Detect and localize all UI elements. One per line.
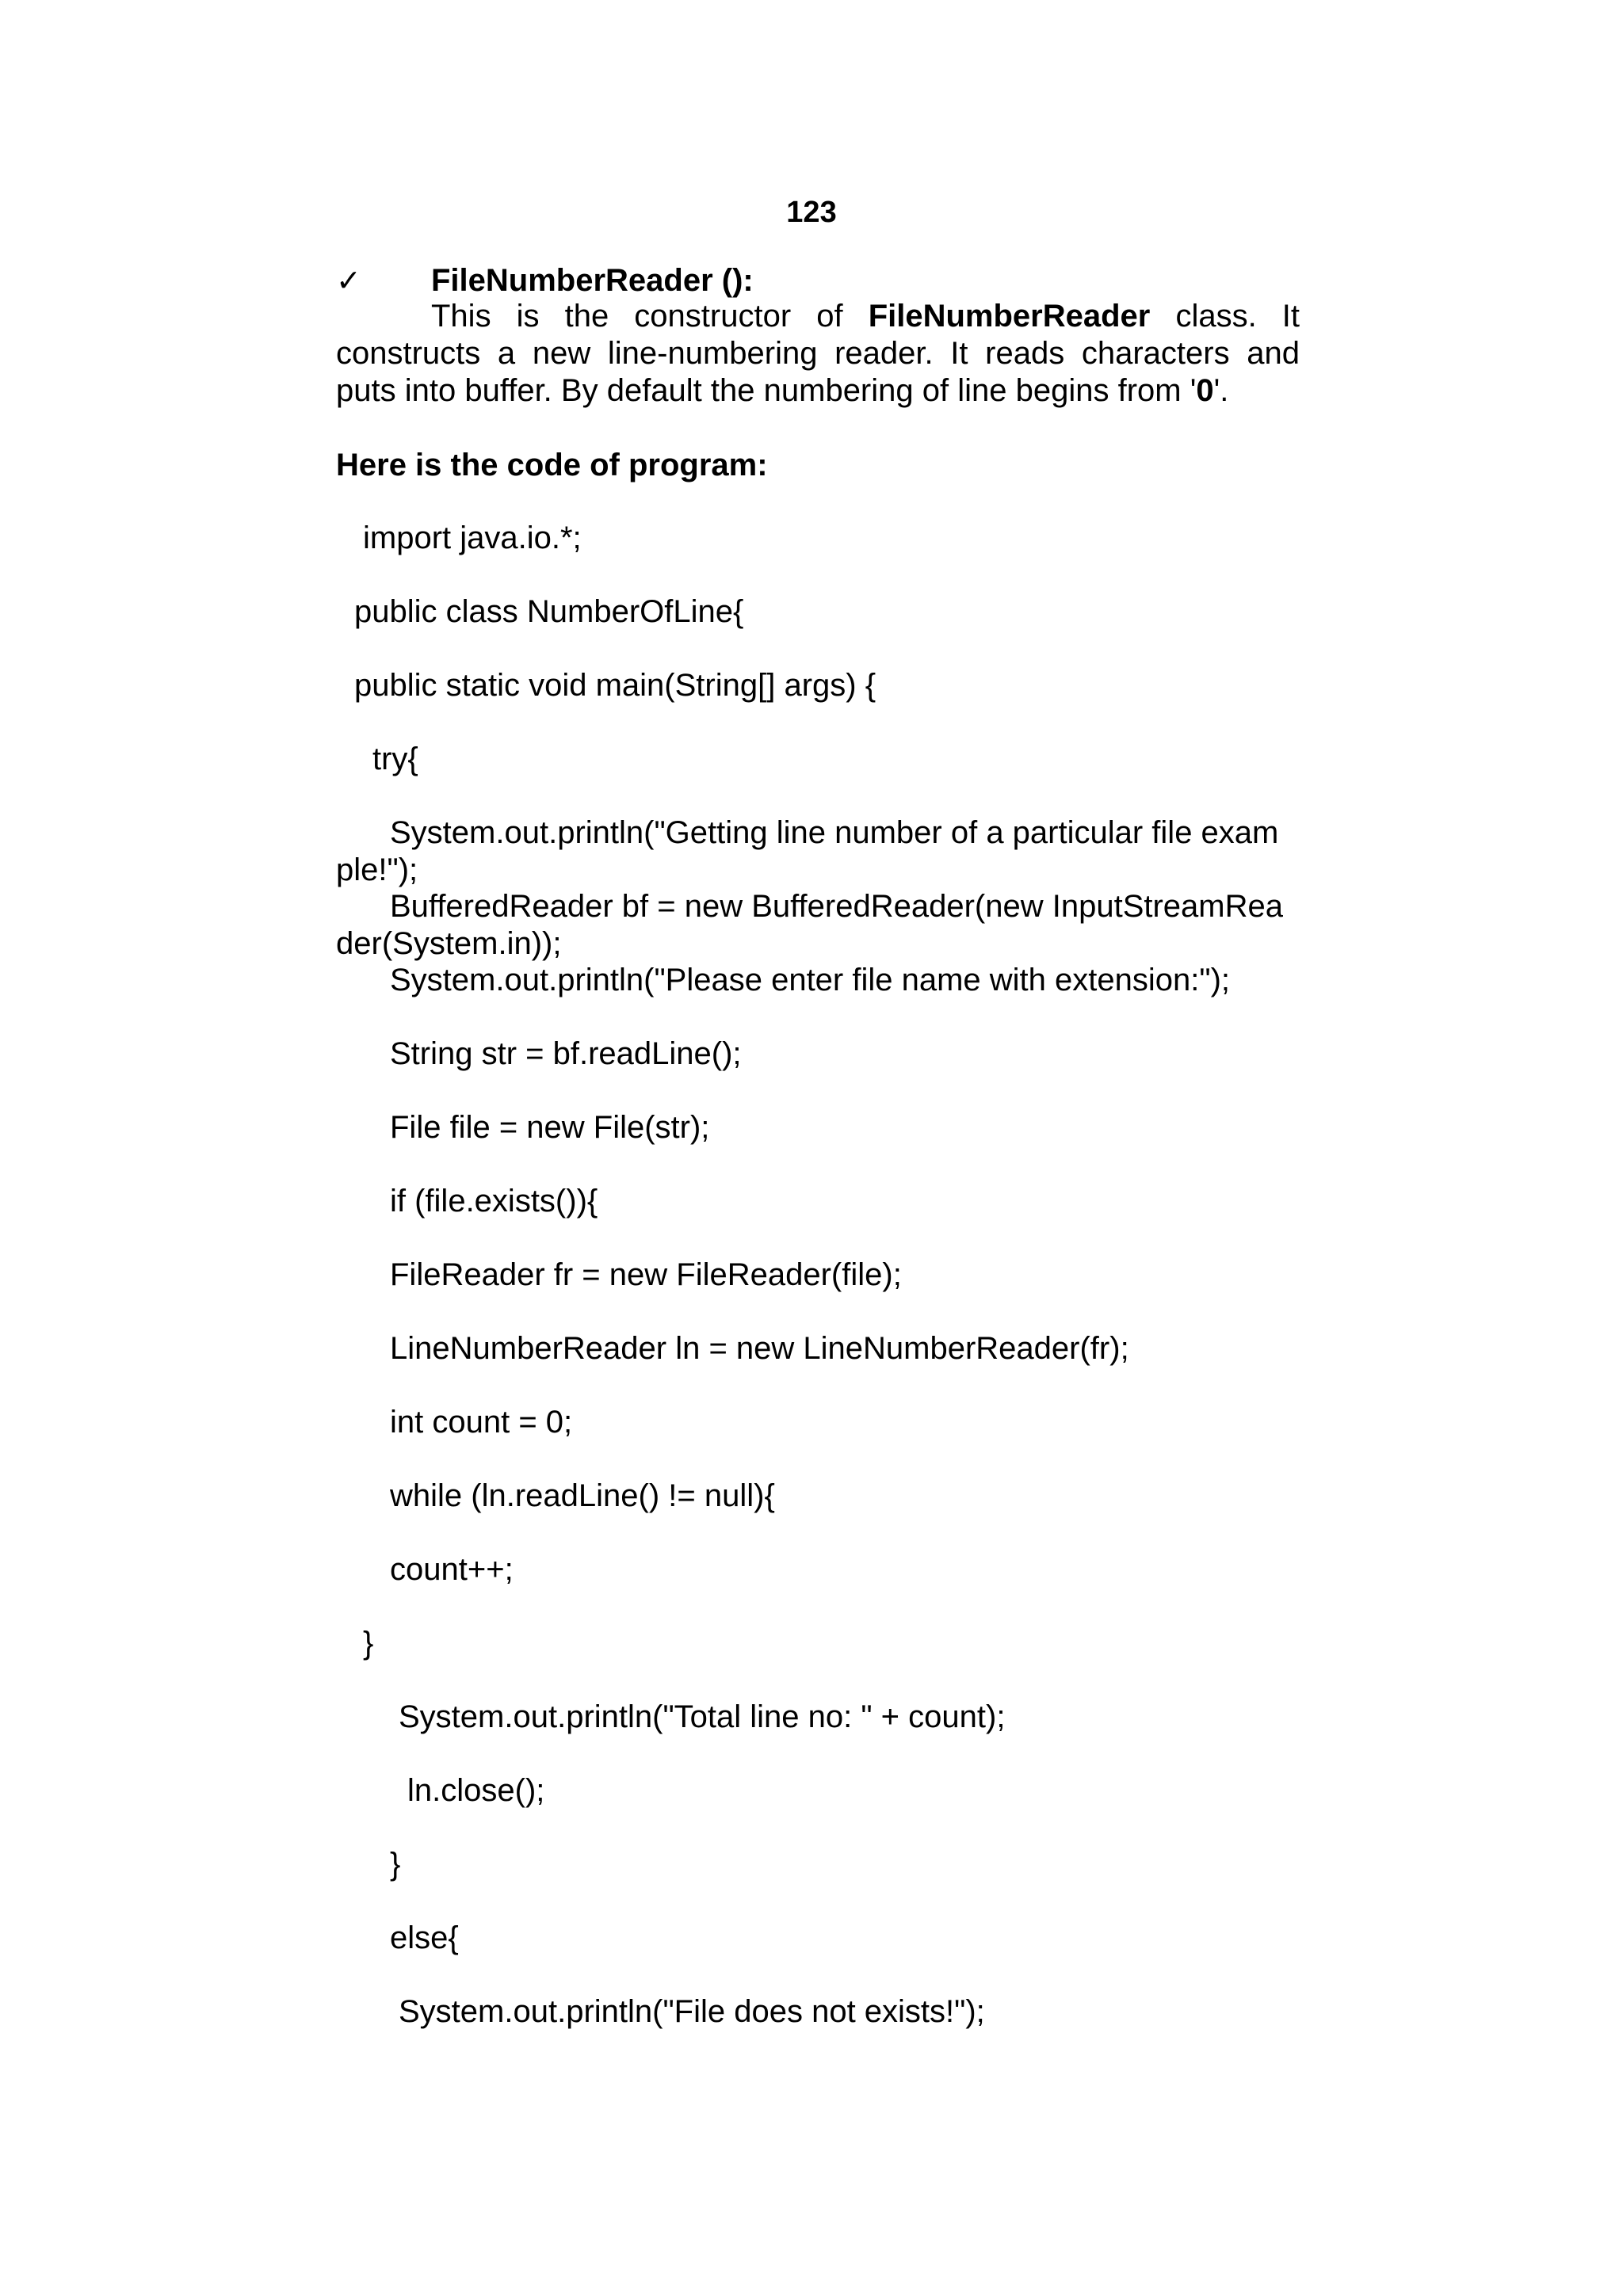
code-line: import java.io.*; [363, 521, 582, 555]
description-text: This is the constructor of [431, 299, 869, 334]
code-line: FileReader fr = new FileReader(file); [390, 1257, 902, 1292]
code-line: System.out.println("Total line no: " + count); [399, 1699, 1006, 1734]
code-line: System.out.println("Getting line number of a particular file exam [390, 815, 1279, 850]
description-text: class. It constructs a new line-numbering reader. It reads characters and puts into buffer. By default the numbering of line begins from ' [336, 299, 1300, 408]
code-line: int count = 0; [390, 1405, 573, 1440]
code-line: System.out.println("File does not exists!"); [399, 1994, 985, 2029]
check-mark-icon: ✓ [336, 263, 361, 298]
code-line: if (file.exists()){ [390, 1184, 598, 1219]
method-heading: FileNumberReader (): [431, 263, 754, 298]
code-line: public static void main(String[] args) { [354, 668, 876, 703]
code-line: count++; [390, 1552, 514, 1587]
description-paragraph [336, 298, 1300, 410]
code-line: } [363, 1626, 374, 1661]
description-text: '. [1213, 373, 1229, 408]
code-line: BufferedReader bf = new BufferedReader(new InputStreamRea [390, 889, 1283, 924]
page-number: 123 [786, 196, 837, 229]
code-line: public class NumberOfLine{ [354, 594, 744, 629]
description-bold-class: FileNumberReader [868, 299, 1151, 334]
code-line: else{ [390, 1920, 459, 1955]
method-heading-row [336, 261, 1300, 299]
code-line: LineNumberReader ln = new LineNumberReader(fr); [390, 1331, 1129, 1366]
code-line: } [390, 1847, 401, 1882]
code-line: while (ln.readLine() != null){ [390, 1478, 775, 1513]
code-heading: Here is the code of program: [336, 448, 768, 482]
code-line: ple!"); [336, 852, 418, 887]
description-bold-zero: 0 [1196, 373, 1214, 408]
code-line: String str = bf.readLine(); [390, 1036, 742, 1071]
code-line: der(System.in)); [336, 926, 562, 961]
code-line: ln.close(); [407, 1773, 545, 1808]
code-line: System.out.println("Please enter file name with extension:"); [390, 963, 1230, 997]
code-line: File file = new File(str); [390, 1110, 710, 1145]
code-line: try{ [372, 742, 418, 776]
